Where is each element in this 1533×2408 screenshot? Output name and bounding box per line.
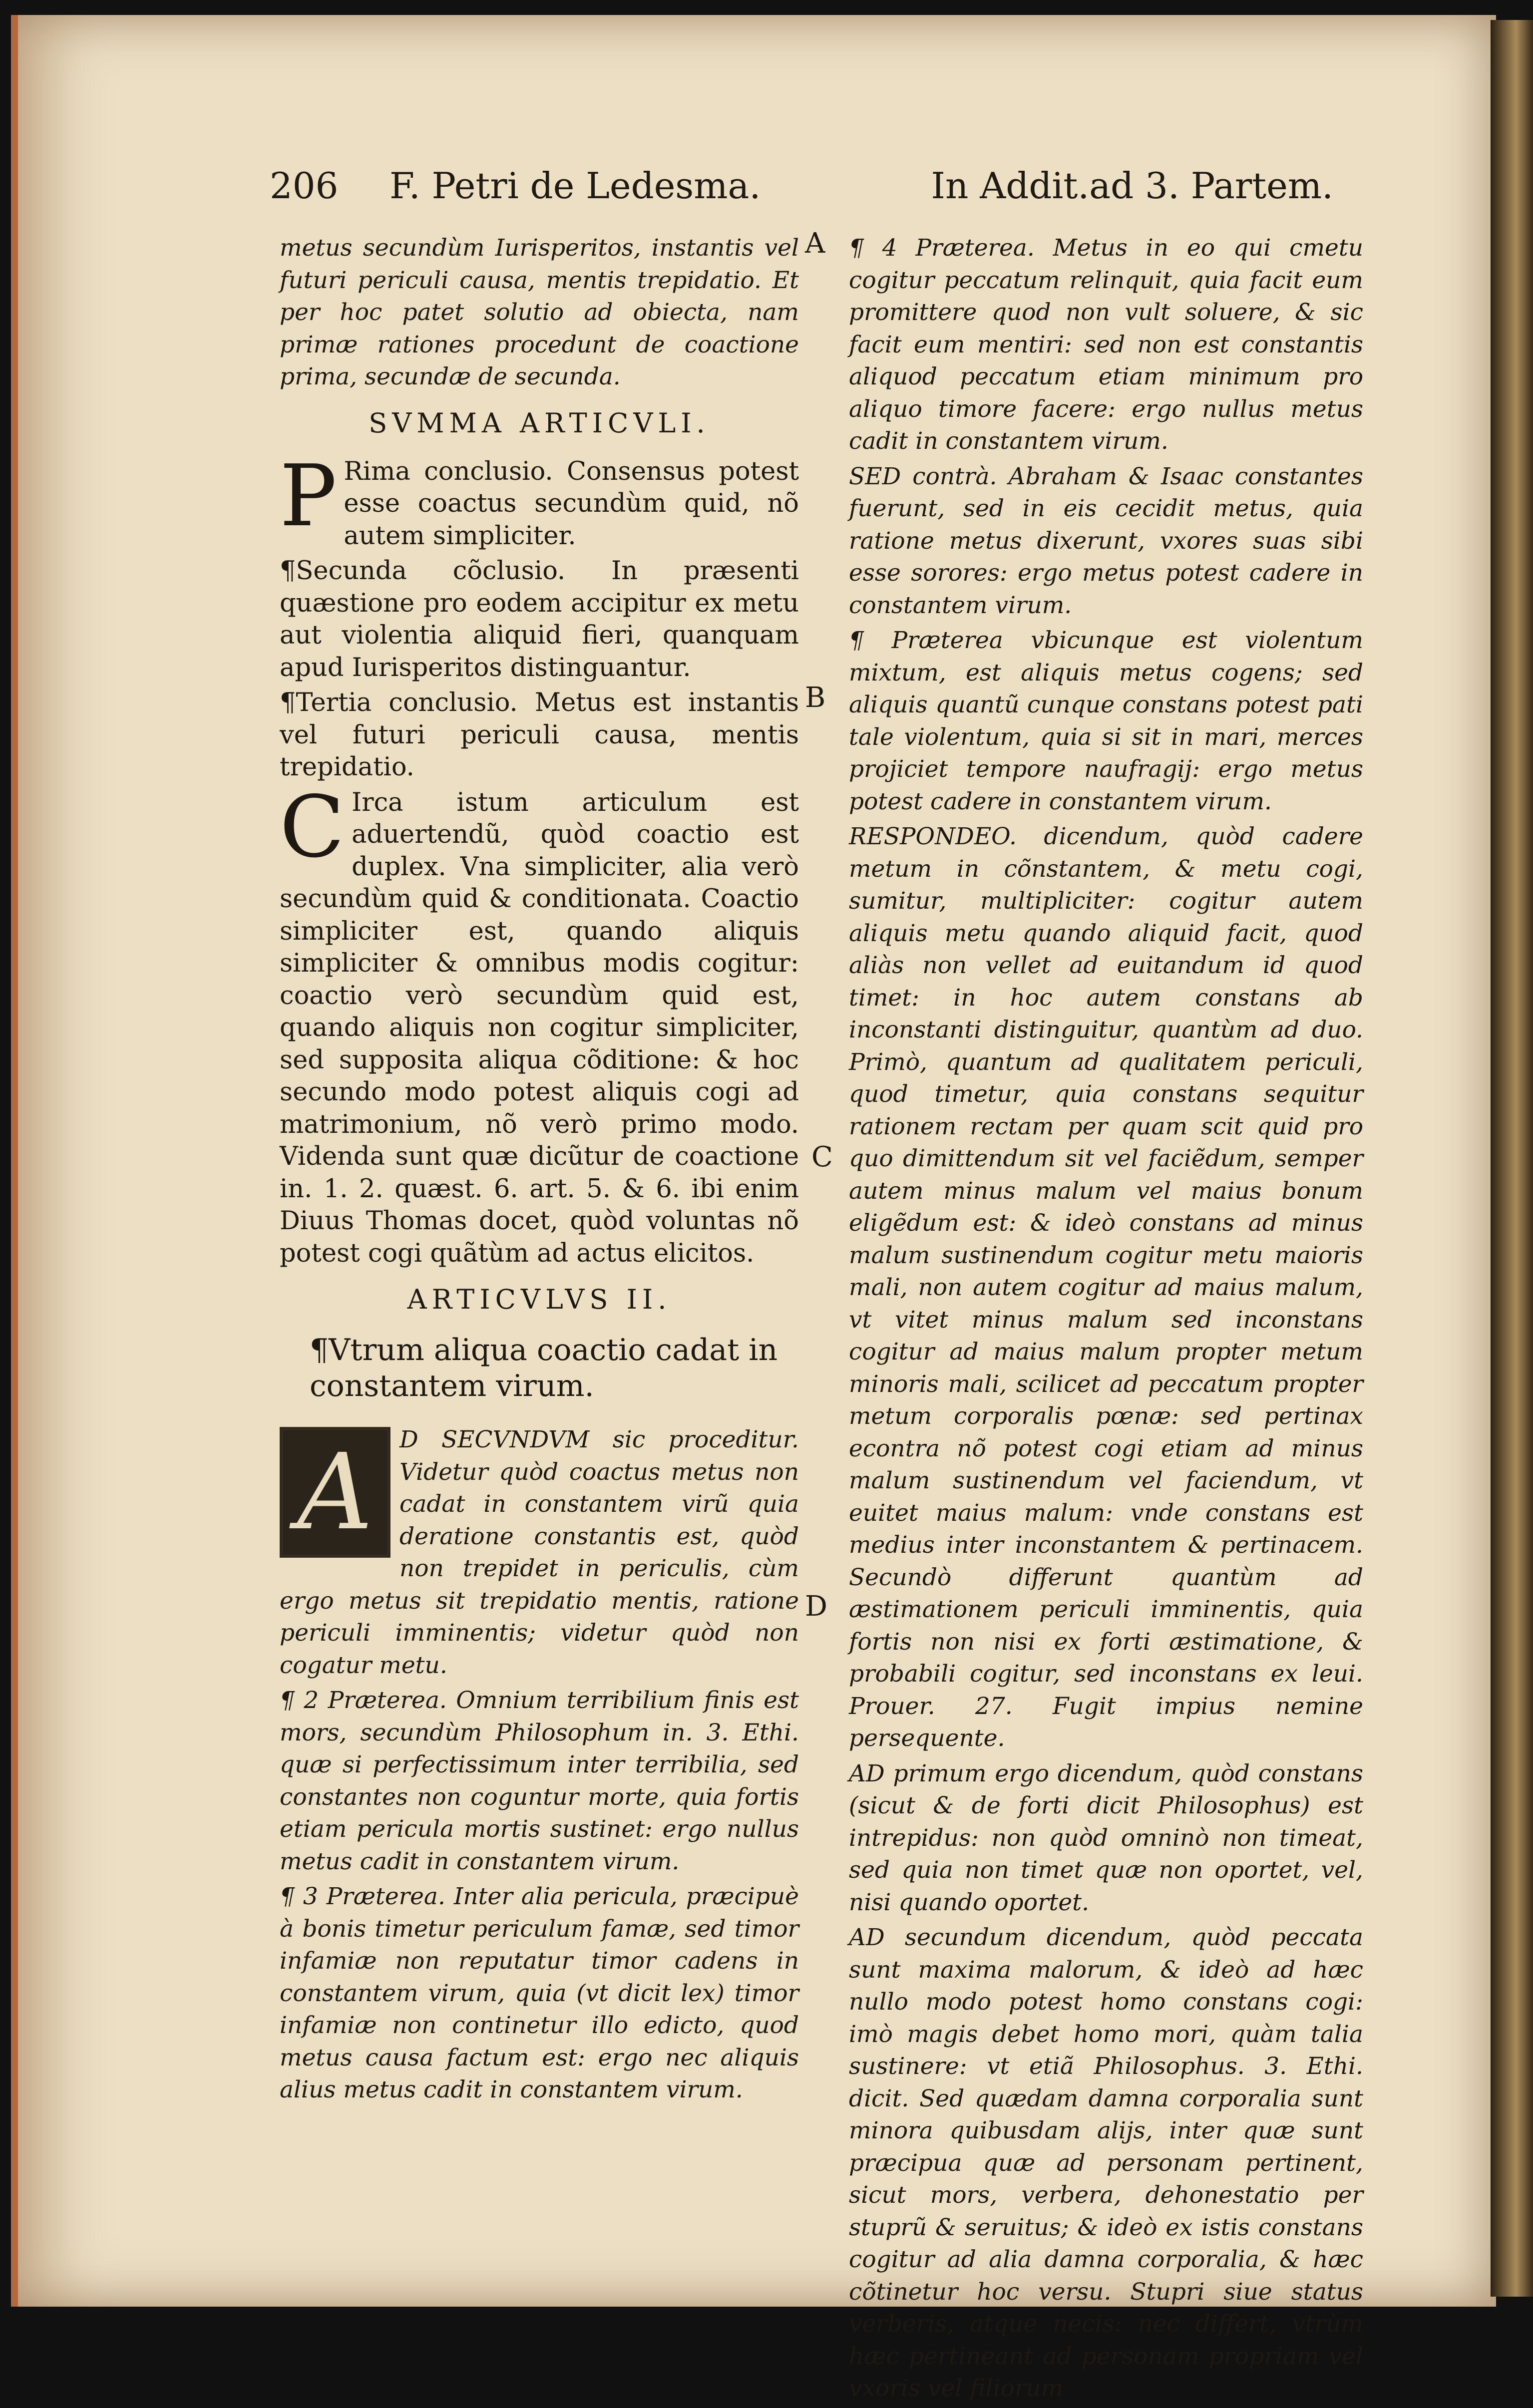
margin-letter-a: A <box>805 227 825 260</box>
right-column <box>849 232 1363 2408</box>
paragraph: AD secundum dicendum, quòd peccata sunt maxima malorum, & ideò ad hæc nullo modo potest homo constans cogi: imò magis debet homo mori, quàm talia sustinere: vt etiã Philosophus. 3. Ethi. dicit. Sed quædam damna corporalia sunt minora quibusdam alijs, inter quæ sunt præcipua quæ ad personam pertinent, sicut mors, verbera, dehonestatio per stuprũ & seruitus; & ideò ex istis constans cogitur ad alia damna corporalia, & hæc cõtinetur hoc versu. Stupri siue status verberis, atque necis: nec differt, vtrùm hæc pertineant ad personam propriam vel vxoris vel filiorum <box>849 1924 1363 2402</box>
paragraph: metus secundùm Iurisperitos, instantis vel futuri periculi causa, mentis trepidatio. Et per hoc patet solutio ad obiecta, nam primæ rationes procedunt de coactione prima, secundæ de secunda. <box>280 234 799 390</box>
section-heading: SVMMA ARTICVLI. <box>369 407 710 439</box>
paragraph: ¶Tertia conclusio. Metus est instantis vel futuri periculi causa, mentis trepidatio. <box>280 688 799 782</box>
book-fore-edge <box>1491 20 1533 2297</box>
left-column <box>280 232 799 2109</box>
paragraph <box>280 1424 799 1682</box>
margin-letter-c: C <box>811 1141 833 1173</box>
paragraph: ¶ 3 Præterea. Inter alia pericula, præcipuè à bonis timetur periculum famæ, sed timor infamiæ non reputatur timor cadens in constantem virum, quia (vt dicit lex) timor infamiæ non continetur illo edicto, quod metus causa factum est: ergo nec aliquis alius metus cadit in constantem virum. <box>280 1883 799 2103</box>
page-number: 206 <box>270 165 339 207</box>
ornate-initial: A <box>280 1427 390 1558</box>
paragraph <box>280 777 799 1270</box>
paragraph <box>280 446 799 553</box>
margin-letter-d: D <box>805 1590 827 1623</box>
running-header <box>270 165 1333 225</box>
paragraph: AD primum ergo dicendum, quòd constans (sicut & de forti dicit Philosophus) est intrepidus: non quòd omninò non timeat, sed quia non timet quæ non oportet, vel, nisi quando oportet. <box>849 1759 1363 1916</box>
drop-cap: P <box>280 446 337 546</box>
article-title: ¶Vtrum aliqua coactio cadat in constantem virum. <box>310 1333 778 1403</box>
margin-letter-b: B <box>805 682 826 714</box>
paragraph: SED contrà. Abraham & Isaac constantes fuerunt, sed in eis cecidit metus, quia ratione metus dixerunt, vxores suas sibi esse sorores: ergo metus potest cadere in constantem virum. <box>849 462 1363 619</box>
running-title: In Addit.ad 3. Partem. <box>931 165 1333 207</box>
paragraph: ¶ 4 Præterea. Metus in eo qui cmetu cogitur peccatum relinquit, quia facit eum promittere quod non vult soluere, & sic facit eum mentiri: sed non est constantis aliquod peccatum etiam minimum pro aliquo timore facere: ergo nullus metus cadit in constantem virum. <box>849 234 1363 455</box>
paragraph: ¶ Præterea vbicunque est violentum mixtum, est aliquis metus cogens; sed aliquis quantũ cunque constans potest pati tale violentum, quia si sit in mari, merces projiciet tempore naufragij: ergo metus potest cadere in constantem virum. <box>849 627 1363 815</box>
section-heading: ARTICVLVS II. <box>407 1284 672 1315</box>
paragraph-text: Rima conclusio. Consensus potest esse coactus secundùm quid, nõ autem simpliciter. <box>344 456 799 551</box>
paragraph-text: Irca istum articulum est aduertendũ, quòd coactio est duplex. Vna simpliciter, alia verò secundùm quid & conditionata. Coactio simpliciter est, quando aliquis simpliciter & omnibus modis cogitur: coactio verò secundùm quid est, quando aliquis non cogitur simpliciter, sed supposita aliqua cõditione: & hoc secundo modo potest aliquis cogi ad matrimonium, nõ verò primo modo. Videnda sunt quæ dicũtur de coactione in. 1. 2. quæst. 6. art. 5. & 6. ibi enim Diuus Thomas docet, quòd voluntas nõ potest cogi quãtùm ad actus elicitos. <box>280 787 799 1268</box>
paragraph-text: D SECVNDVM sic proceditur. Videtur quòd coactus metus non cadat in constantem virũ quia deratione constantis est, quòd non trepidet in periculis, cùm ergo metus sit trepidatio mentis, ratione periculi imminentis; videtur quòd non cogatur metu. <box>280 1426 799 1679</box>
author-header: F. Petri de Ledesma. <box>389 165 761 207</box>
paragraph: ¶Secunda cõclusio. In præsenti quæstione pro eodem accipitur ex metu aut violentia aliquid fieri, quanquam apud Iurisperitos distinguantur. <box>280 556 799 683</box>
paragraph: RESPONDEO. dicendum, quòd cadere metum in cõnstantem, & metu cogi, sumitur, multipliciter: cogitur autem aliquis metu quando aliquid facit, quod aliàs non vellet ad euitandum id quod timet: in hoc autem constans ab inconstanti distinguitur, quantùm ad duo. Primò, quantum ad qualitatem periculi, quod timetur, quia constans sequitur rationem rectam per quam scit quid pro quo dimittendum sit vel faciẽdum, semper autem minus malum vel maius bonum eligẽdum est: & ideò constans ad minus malum sustinendum cogitur metu maioris mali, non autem cogitur ad maius malum, vt vitet minus malum sed inconstans cogitur ad maius malum propter metum minoris mali, scilicet ad peccatum propter metum corporalis pœnæ: sed pertinax econtra nõ potest cogi etiam ad minus malum sustinendum vel faciendum, vt euitet maius malum: vnde constans est medius inter inconstantem & pertinacem. Secundò differunt quantùm ad æstimationem periculi imminentis, quia fortis non nisi ex forti æstimatione, & probabili cogitur, sed inconstans ex leui. Prouer. 27. Fugit impius nemine persequente. <box>849 823 1363 1752</box>
paragraph: ¶ 2 Præterea. Omnium terribilium finis est mors, secundùm Philosophum in. 3. Ethi. quæ si perfectissimum inter terribilia, sed constantes non coguntur morte, quia fortis etiam pericula mortis sustinet: ergo nullus metus cadit in constantem virum. <box>280 1687 799 1875</box>
drop-cap: C <box>280 777 345 877</box>
